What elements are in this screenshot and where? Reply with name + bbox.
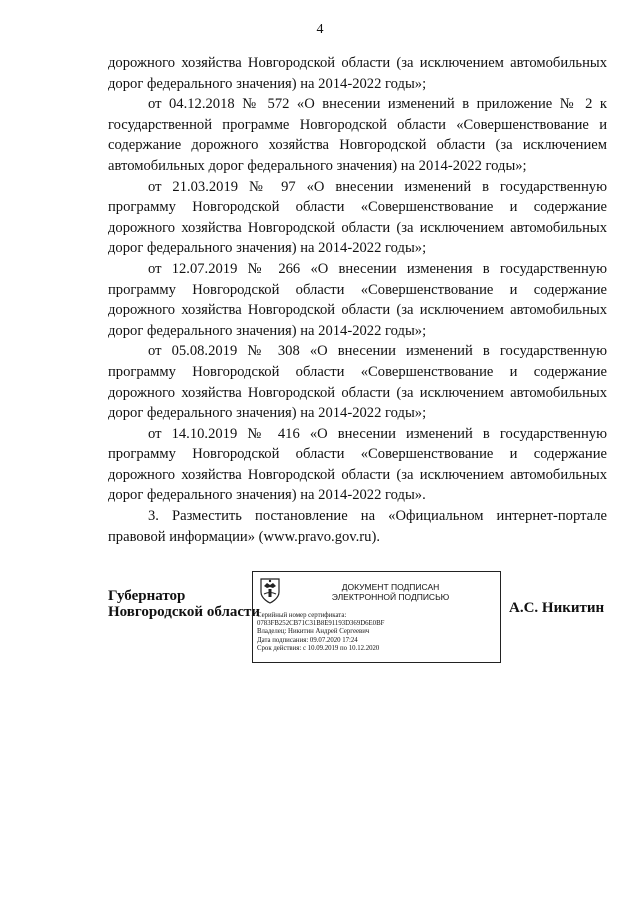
signature-stamp-title-line2: ЭЛЕКТРОННОЙ ПОДПИСЬЮ [331,592,450,602]
signatory-position-line2: Новгородской области [108,604,261,620]
serial-number: 0783FB252CB71C31B8E91193D369D6E0BF [257,620,385,628]
document-body [108,53,607,547]
signing-date: Дата подписания: 09.07.2020 17:24 [257,636,358,644]
serial-label: Серийный номер сертификата: [257,612,347,619]
certificate-details [257,612,497,653]
paragraph-decree-97: от 21.03.2019 № 97 «О внесении изменений в государственную программу Новгородской области «Совершенствование и содержание дорожного хозяйства Новгородской области (за исключением автомобильных дорог федерального значения) на 2014-2022 годы»; [108,178,607,257]
paragraph-decree-572: от 04.12.2018 № 572 «О внесении изменений в приложение № 2 к государственной программе Новгородской области «Совершенствование и содержание дорожного хозяйства Новгородской области (за исключением автомобильных дорог федерального значения) на 2014-2022 годы»; [108,96,607,174]
validity-period: Срок действия: с 10.09.2019 по 10.12.2020 [257,644,380,652]
paragraph-continuation: дорожного хозяйства Новгородской области (за исключением автомобильных дорог федерального значения) на 2014-2022 годы»; [108,55,607,92]
electronic-signature-stamp [252,571,501,663]
coat-of-arms-icon [258,577,282,605]
signature-stamp-title [283,582,498,602]
paragraph-decree-416: от 14.10.2019 № 416 «О внесении изменений в государственную программу Новгородской области «Совершенствование и содержание дорожного хозяйства Новгородской области (за исключением автомобильных дорог федерального значения) на 2014-2022 годы». [108,425,607,504]
paragraph-publication: 3. Разместить постановление на «Официальном интернет-портале правовой информации» (www.pravo.gov.ru). [108,508,607,545]
signatory-name: А.С. Никитин [509,600,605,616]
page-number: 4 [316,22,324,37]
paragraph-decree-266: от 12.07.2019 № 266 «О внесении изменения в государственную программу Новгородской области «Совершенствование и содержание дорожного хозяйства Новгородской области (за исключением автомобильных дорог федерального значения) на 2014-2022 годы»; [108,260,607,339]
paragraph-decree-308: от 05.08.2019 № 308 «О внесении изменений в государственную программу Новгородской области «Совершенствование и содержание дорожного хозяйства Новгородской области (за исключением автомобильных дорог федерального значения) на 2014-2022 годы»; [108,343,607,422]
certificate-owner: Владелец: Никитин Андрей Сергеевич [257,628,370,636]
signatory-position-line1: Губернатор [108,588,186,604]
signature-stamp-title-line1: ДОКУМЕНТ ПОДПИСАН [341,582,440,592]
signatory-position [108,588,260,620]
